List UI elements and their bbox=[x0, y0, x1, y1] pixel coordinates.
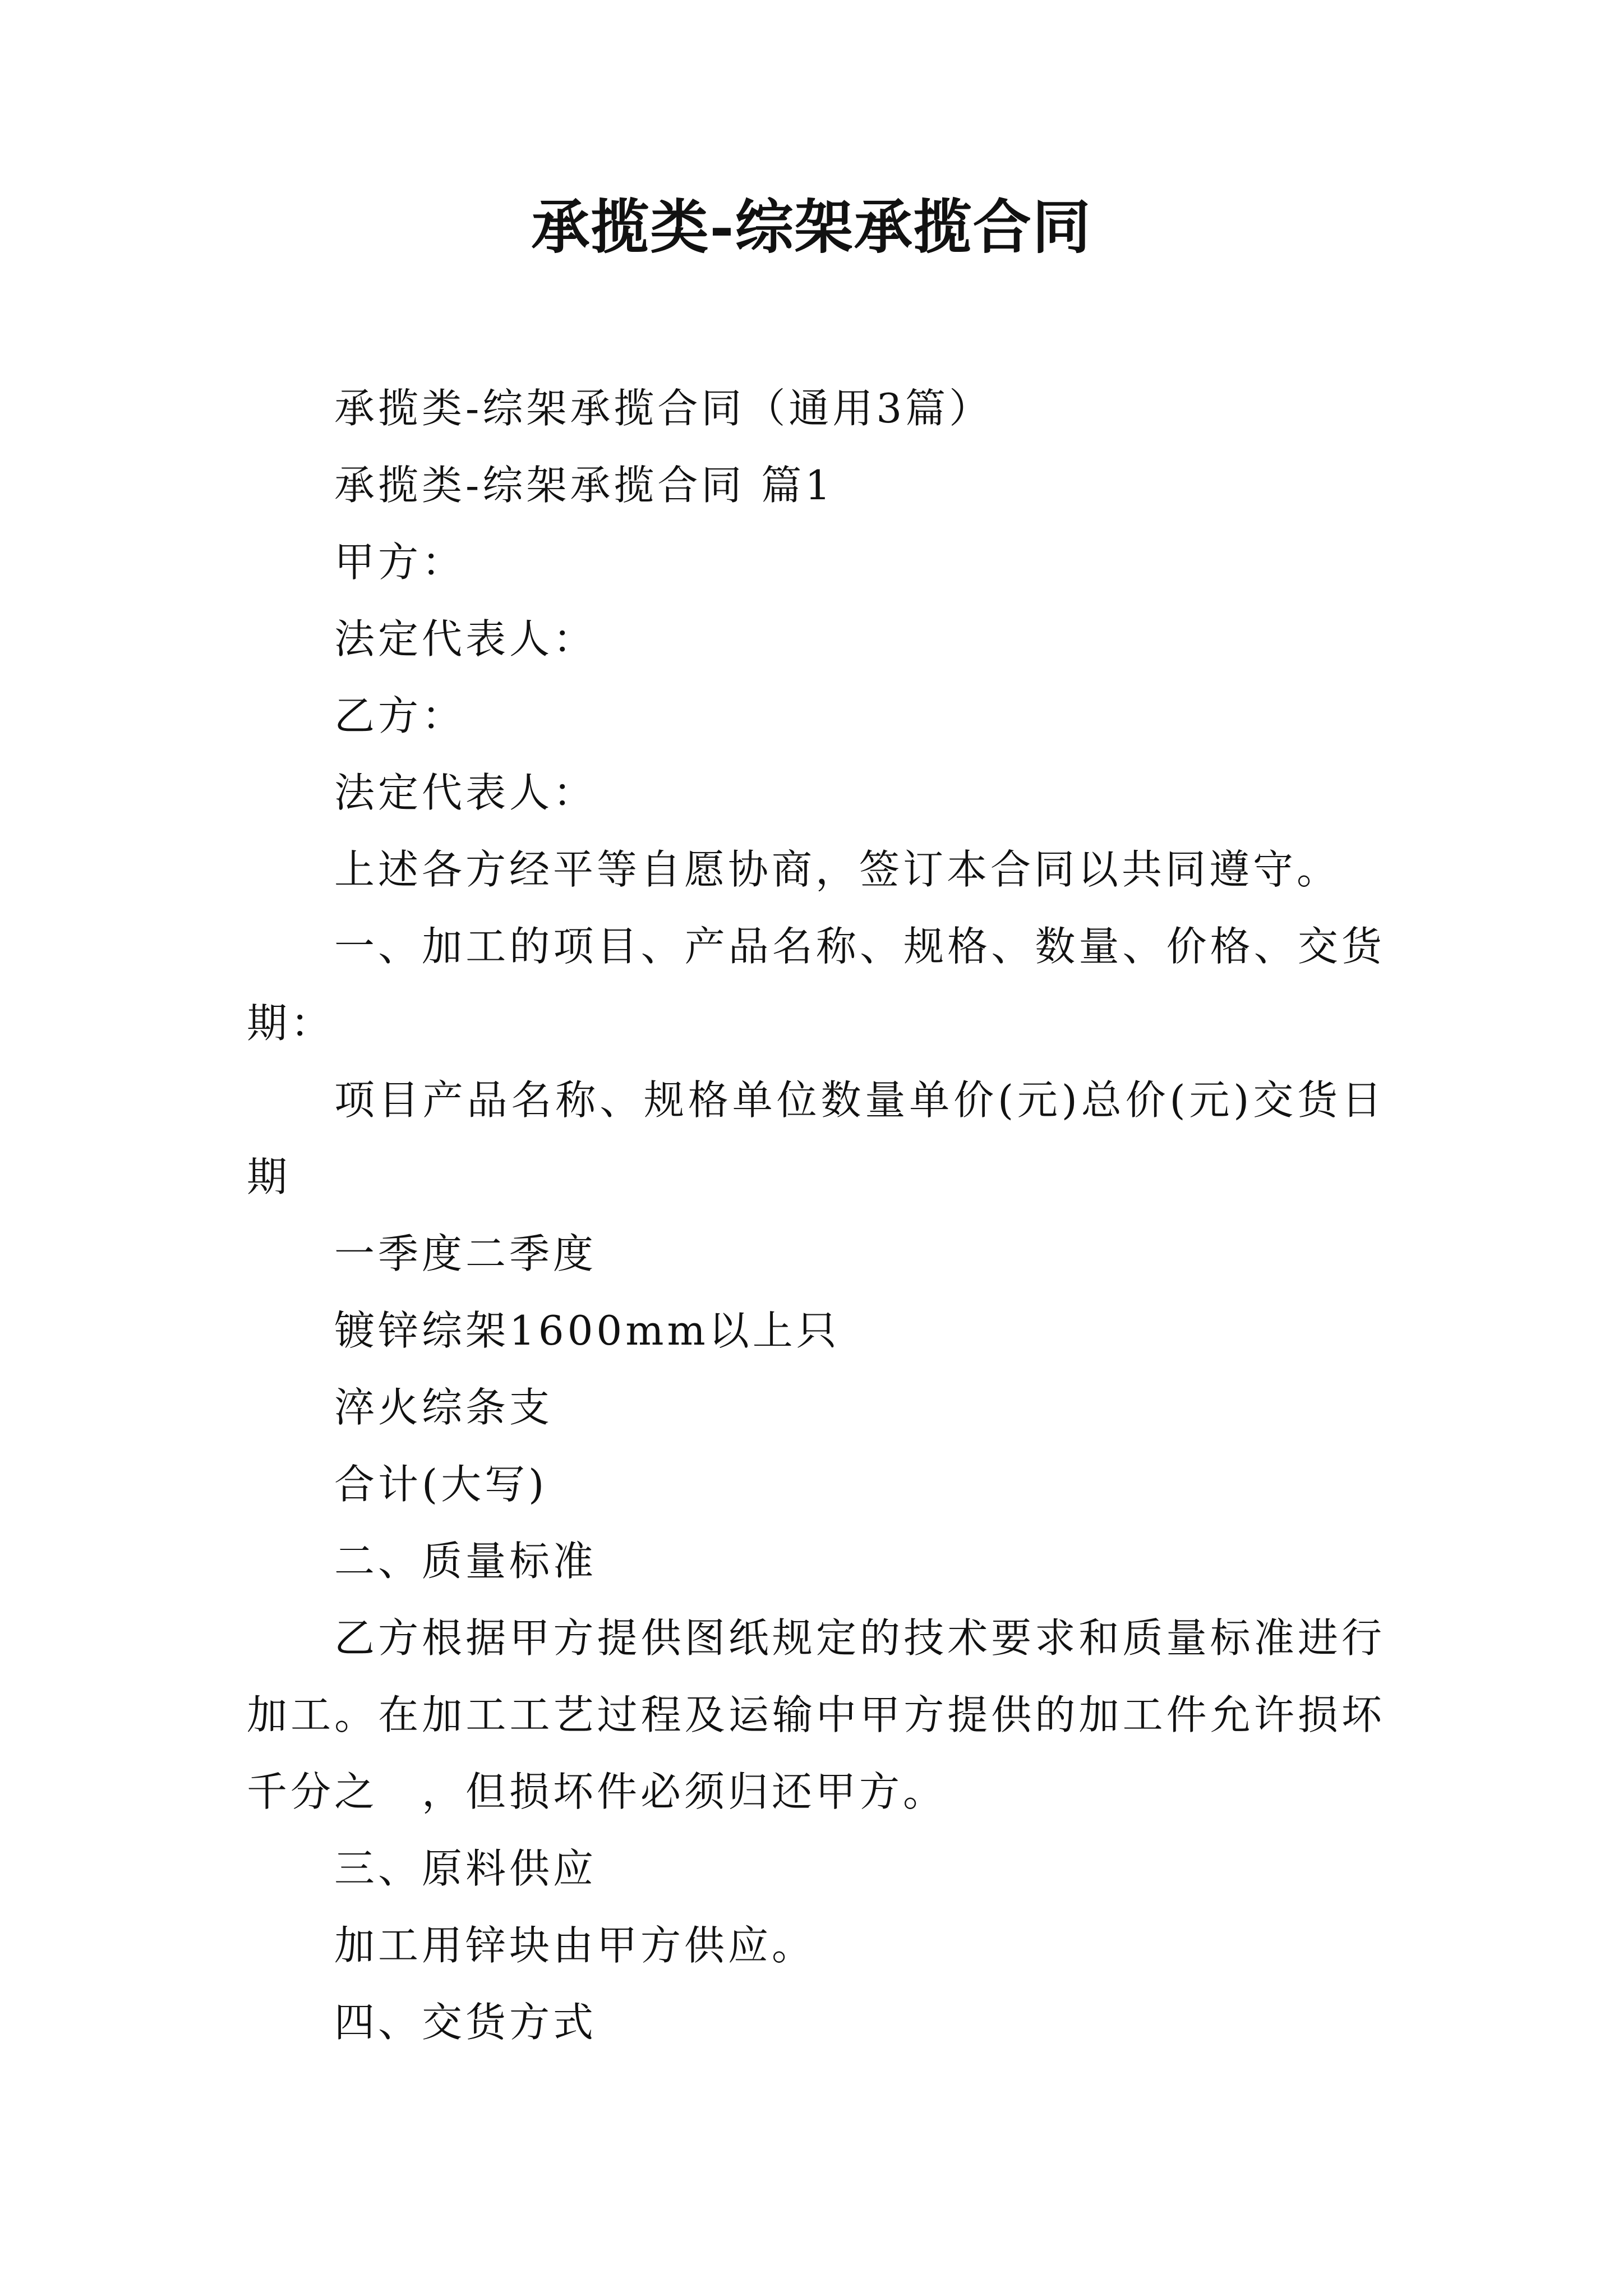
paragraph-clause-2-heading: 二、质量标准 bbox=[334, 1538, 597, 1585]
paragraph-quarters: 一季度二季度 bbox=[334, 1230, 597, 1277]
paragraph-clause-1-heading: 一、加工的项目、产品名称、规格、数量、价格、交货期： bbox=[247, 923, 1385, 1047]
paragraph-item-quenched-bar: 淬火综条支 bbox=[334, 1384, 554, 1431]
document-title: 承揽类-综架承揽合同 bbox=[531, 192, 1092, 261]
paragraph-material-supply: 加工用锌块由甲方供应。 bbox=[334, 1922, 816, 1969]
paragraph-total: 合计(大写) bbox=[334, 1461, 548, 1508]
paragraph-quality-standard: 乙方根据甲方提供图纸规定的技术要求和质量标准进行加工。在加工工艺过程及运输中甲方提供的加工件允许损坏千分之 ，但损坏件必须归还甲方。 bbox=[247, 1614, 1385, 1815]
paragraph-clause-3-heading: 三、原料供应 bbox=[334, 1845, 597, 1892]
paragraph-party-b: 乙方： bbox=[334, 692, 466, 739]
document-body bbox=[247, 370, 1385, 2061]
paragraph-party-a: 甲方： bbox=[334, 539, 466, 586]
paragraph-section-heading: 承揽类-综架承揽合同 篇1 bbox=[334, 462, 834, 509]
paragraph-clause-4-heading: 四、交货方式 bbox=[334, 1999, 597, 2046]
paragraph-subtitle: 承揽类-综架承揽合同（通用3篇） bbox=[334, 385, 993, 432]
paragraph-agreement-intro: 上述各方经平等自愿协商，签订本合同以共同遵守。 bbox=[334, 846, 1341, 893]
paragraph-party-a-representative: 法定代表人： bbox=[334, 615, 597, 662]
paragraph-item-galvanized-frame: 镀锌综架1600mm以上只 bbox=[334, 1307, 840, 1354]
paragraph-party-b-representative: 法定代表人： bbox=[334, 769, 597, 816]
paragraph-table-header: 项目产品名称、规格单位数量单价(元)总价(元)交货日期 bbox=[247, 1076, 1385, 1200]
